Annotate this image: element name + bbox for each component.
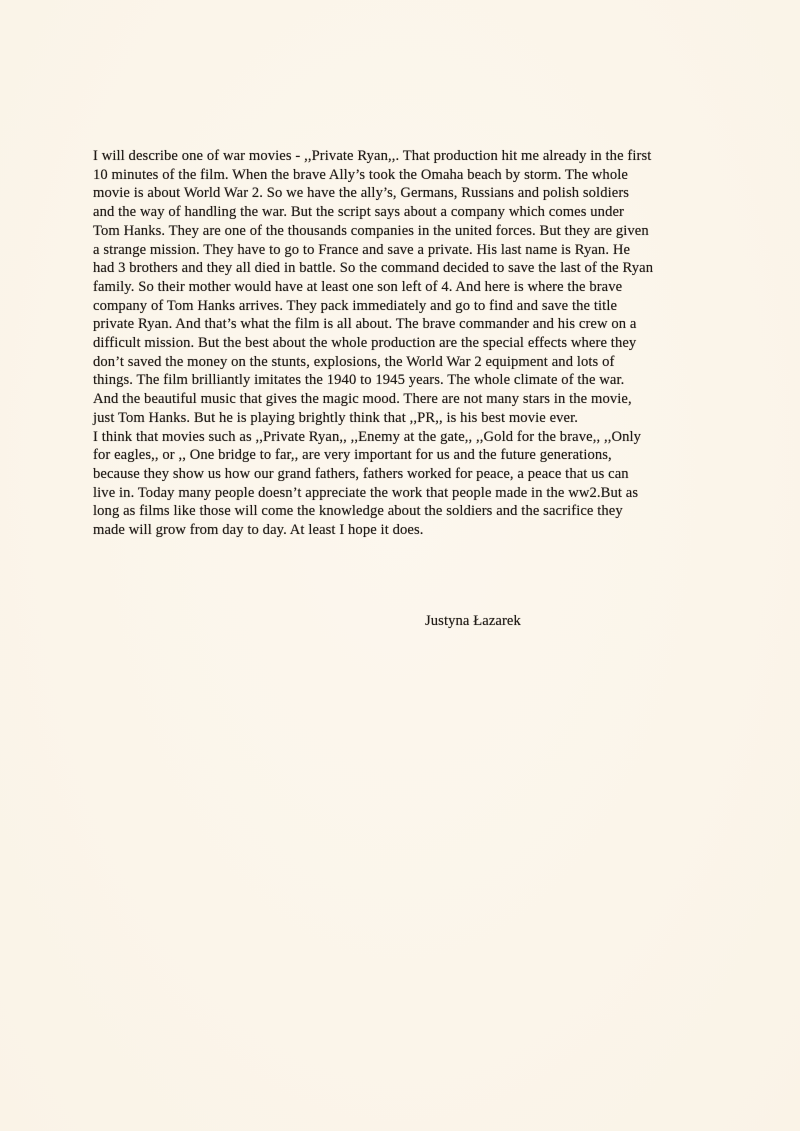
essay-line: and the way of handling the war. But the script says about a company which comes under [93, 204, 625, 221]
essay-line: private Ryan. And that’s what the film is all about. The brave commander and his crew on a [93, 316, 637, 333]
author-signature: Justyna Łazarek [425, 613, 521, 629]
essay-line: because they show us how our grand fathers, fathers worked for peace, a peace that us can [93, 465, 629, 482]
essay-line: long as films like those will come the knowledge about the soldiers and the sacrifice they [93, 503, 623, 520]
essay-line: for eagles,, or ,, One bridge to far,, are very important for us and the future generations, [93, 447, 612, 464]
essay-line: difficult mission. But the best about the whole production are the special effects where they [93, 335, 637, 352]
essay-line: a strange mission. They have to go to France and save a private. His last name is Ryan. He [93, 241, 631, 258]
essay-line: just Tom Hanks. But he is playing brightly think that ,,PR,, is his best movie ever. [93, 409, 579, 426]
essay-body [93, 147, 718, 540]
essay-line: things. The film brilliantly imitates the 1940 to 1945 years. The whole climate of the war. [93, 372, 625, 389]
essay-line: made will grow from day to day. At least I hope it does. [93, 522, 424, 539]
essay-line: Tom Hanks. They are one of the thousands companies in the united forces. But they are given [93, 222, 649, 239]
essay-line: I think that movies such as ,,Private Ryan,, ,,Enemy at the gate,, ,,Gold for the brave,, ,,Only [93, 428, 642, 445]
essay-line: had 3 brothers and they all died in battle. So the command decided to save the last of the Ryan [93, 260, 654, 277]
essay-line: 10 minutes of the film. When the brave Ally’s took the Omaha beach by storm. The whole [93, 166, 628, 183]
essay-line: live in. Today many people doesn’t appreciate the work that people made in the ww2.But as [93, 484, 639, 501]
essay-line: I will describe one of war movies - ,,Private Ryan,,. That production hit me already in the first [93, 148, 652, 164]
essay-line: don’t saved the money on the stunts, explosions, the World War 2 equipment and lots of [93, 353, 615, 370]
essay-line: And the beautiful music that gives the magic mood. There are not many stars in the movie, [93, 391, 632, 408]
essay-line: family. So their mother would have at least one son left of 4. And here is where the brave [93, 278, 623, 295]
essay-line: company of Tom Hanks arrives. They pack immediately and go to find and save the title [93, 297, 618, 314]
essay-line: movie is about World War 2. So we have the ally’s, Germans, Russians and polish soldiers [93, 185, 630, 202]
